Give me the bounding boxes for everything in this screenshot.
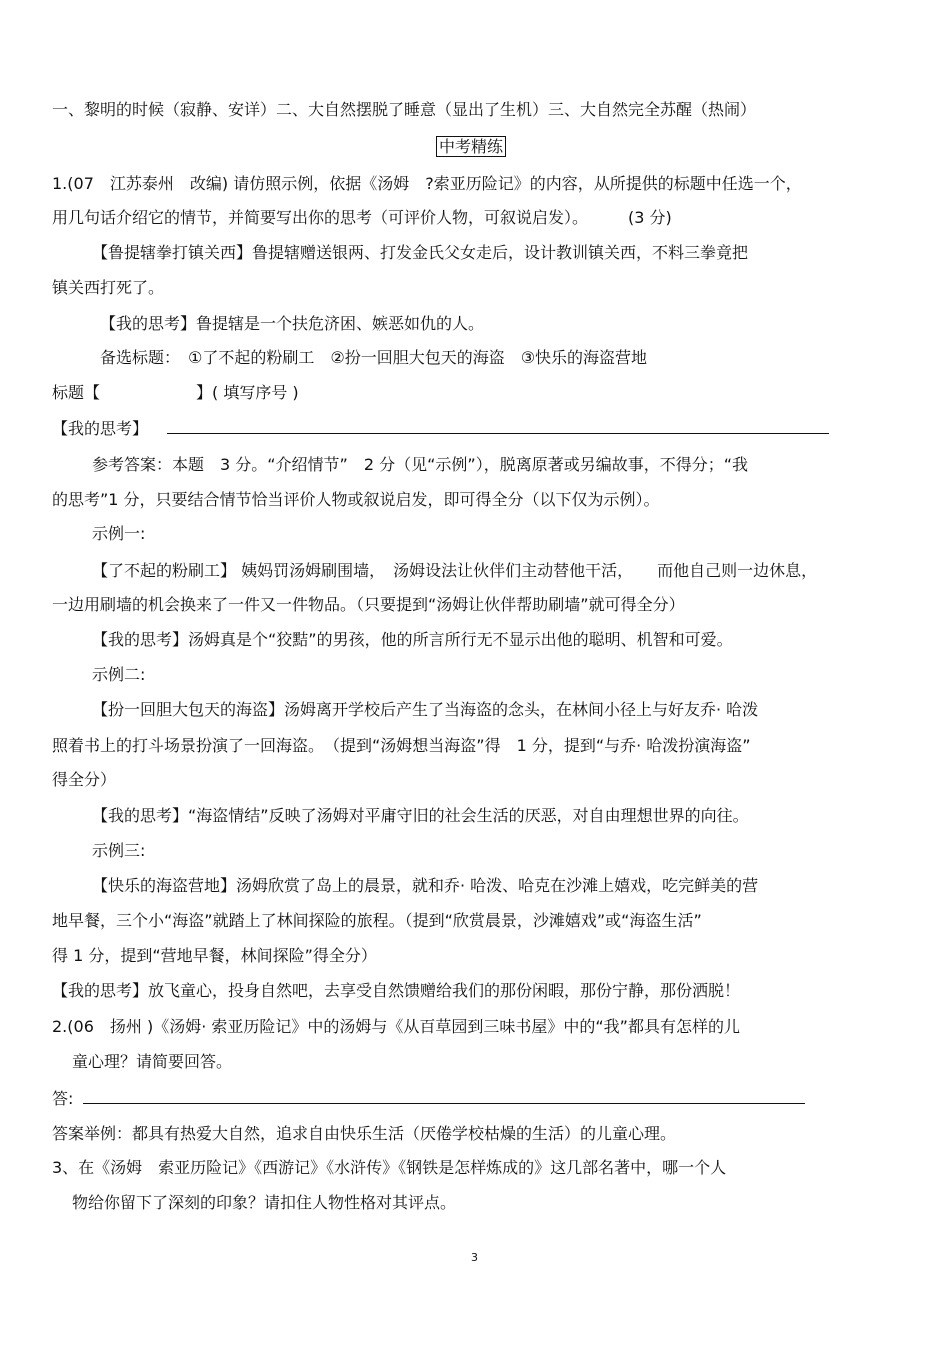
q1-think-row xyxy=(52,419,829,439)
q1-line-2: 用几句话介绍它的情节，并简要写出你的思考（可评价人物，可叙说启发）。 (3 分) xyxy=(52,208,672,227)
q2-answer-line[interactable] xyxy=(83,1089,805,1104)
sample-2-think: 【我的思考】“海盗情结”反映了汤姆对平庸守旧的社会生活的厌恶，对自由理想世界的向往。 xyxy=(92,806,749,825)
q2-line-1: 2.(06 扬州 )《汤姆· 索亚历险记》中的汤姆与《从百草园到三味书屋》中的“我”都具有怎样的儿 xyxy=(52,1017,740,1036)
q1-example-think: 【我的思考】鲁提辖是一个扶危济困、嫉恶如仇的人。 xyxy=(100,314,485,333)
q3-line-1: 3、在《汤姆 索亚历险记》《西游记》《水浒传》《钢铁是怎样炼成的》这几部名著中，哪一个人 xyxy=(52,1158,727,1177)
sample-2-line-1: 【扮一回胆大包天的海盗】汤姆离开学校后产生了当海盗的念头，在林间小径上与好友乔· 哈泼 xyxy=(92,700,759,719)
q1-answer-1: 参考答案：本题 3 分。“介绍情节” 2 分（见“示例”），脱离原著或另编故事，不得分；“我 xyxy=(92,455,748,474)
q2-answer-example: 答案举例：都具有热爱大自然，追求自由快乐生活（厌倦学校枯燥的生活）的儿童心理。 xyxy=(52,1124,677,1143)
sample-1-line-1: 【了不起的粉刷工】 姨妈罚汤姆刷围墙， 汤姆设法让伙伴们主动替他干活， 而他自己则一边休息， xyxy=(92,561,818,580)
q1-think-label: 【我的思考】 xyxy=(52,419,149,438)
sample-3-think: 【我的思考】放飞童心，投身自然吧，去享受自然馈赠给我们的那份闲暇，那份宁静，那份洒脱！ xyxy=(52,981,741,1000)
q1-think-answer-line[interactable] xyxy=(167,419,829,434)
q1-example-para-2: 镇关西打死了。 xyxy=(52,278,165,297)
summary-line: 一、黎明的时候（寂静、安详）二、大自然摆脱了睡意（显出了生机）三、大自然完全苏醒（热闹） xyxy=(52,100,757,119)
q1-line-1: 1.(07 江苏泰州 改编) 请仿照示例，依据《汤姆 ?索亚历险记》的内容，从所提供的标题中任选一个， xyxy=(52,174,802,193)
sample-3-label: 示例三: xyxy=(92,841,146,860)
q1-example-para-1: 【鲁提辖拳打镇关西】鲁提辖赠送银两、打发金氏父女走后，设计教训镇关西，不料三拳竟把 xyxy=(92,243,749,262)
q3-line-2: 物给你留下了深刻的印象？请扣住人物性格对其评点。 xyxy=(72,1193,457,1212)
q1-answer-2: 的思考”1 分，只要结合情节恰当评价人物或叙说启发，即可得全分（以下仅为示例）。 xyxy=(52,490,660,509)
q1-options: 备选标题： ①了不起的粉刷工 ②扮一回胆大包天的海盗 ③快乐的海盗营地 xyxy=(100,348,648,367)
q2-answer-row xyxy=(52,1089,805,1109)
sample-2-line-3: 得全分） xyxy=(52,770,117,789)
sample-3-line-1: 【快乐的海盗营地】汤姆欣赏了岛上的晨景，就和乔· 哈泼、哈克在沙滩上嬉戏，吃完鲜美的营 xyxy=(92,876,759,895)
q1-title-blank: 标题【 】( 填写序号 ) xyxy=(52,383,299,402)
section-title-wrap xyxy=(436,137,506,157)
sample-3-line-2: 地早餐，三个小“海盗”就踏上了林间探险的旅程。（提到“欣赏晨景，沙滩嬉戏”或“海盗生活” xyxy=(52,911,702,930)
sample-3-line-3: 得 1 分，提到“营地早餐，林间探险”得全分） xyxy=(52,946,377,965)
sample-1-label: 示例一: xyxy=(92,524,146,543)
sample-1-line-2: 一边用刷墙的机会换来了一件又一件物品。（只要提到“汤姆让伙伴帮助刷墙”就可得全分） xyxy=(52,595,685,614)
sample-1-think: 【我的思考】汤姆真是个“狡黠”的男孩，他的所言所行无不显示出他的聪明、机智和可爱。 xyxy=(92,630,733,649)
section-title: 中考精练 xyxy=(436,136,506,157)
sample-2-line-2: 照着书上的打斗场景扮演了一回海盗。 （提到“汤姆想当海盗”得 1 分，提到“与乔· 哈泼扮演海盗” xyxy=(52,736,751,755)
q2-line-2: 童心理？请简要回答。 xyxy=(72,1052,233,1071)
q2-answer-label: 答: xyxy=(52,1089,74,1108)
sample-2-label: 示例二: xyxy=(92,665,146,684)
page-number: 3 xyxy=(471,1251,478,1264)
